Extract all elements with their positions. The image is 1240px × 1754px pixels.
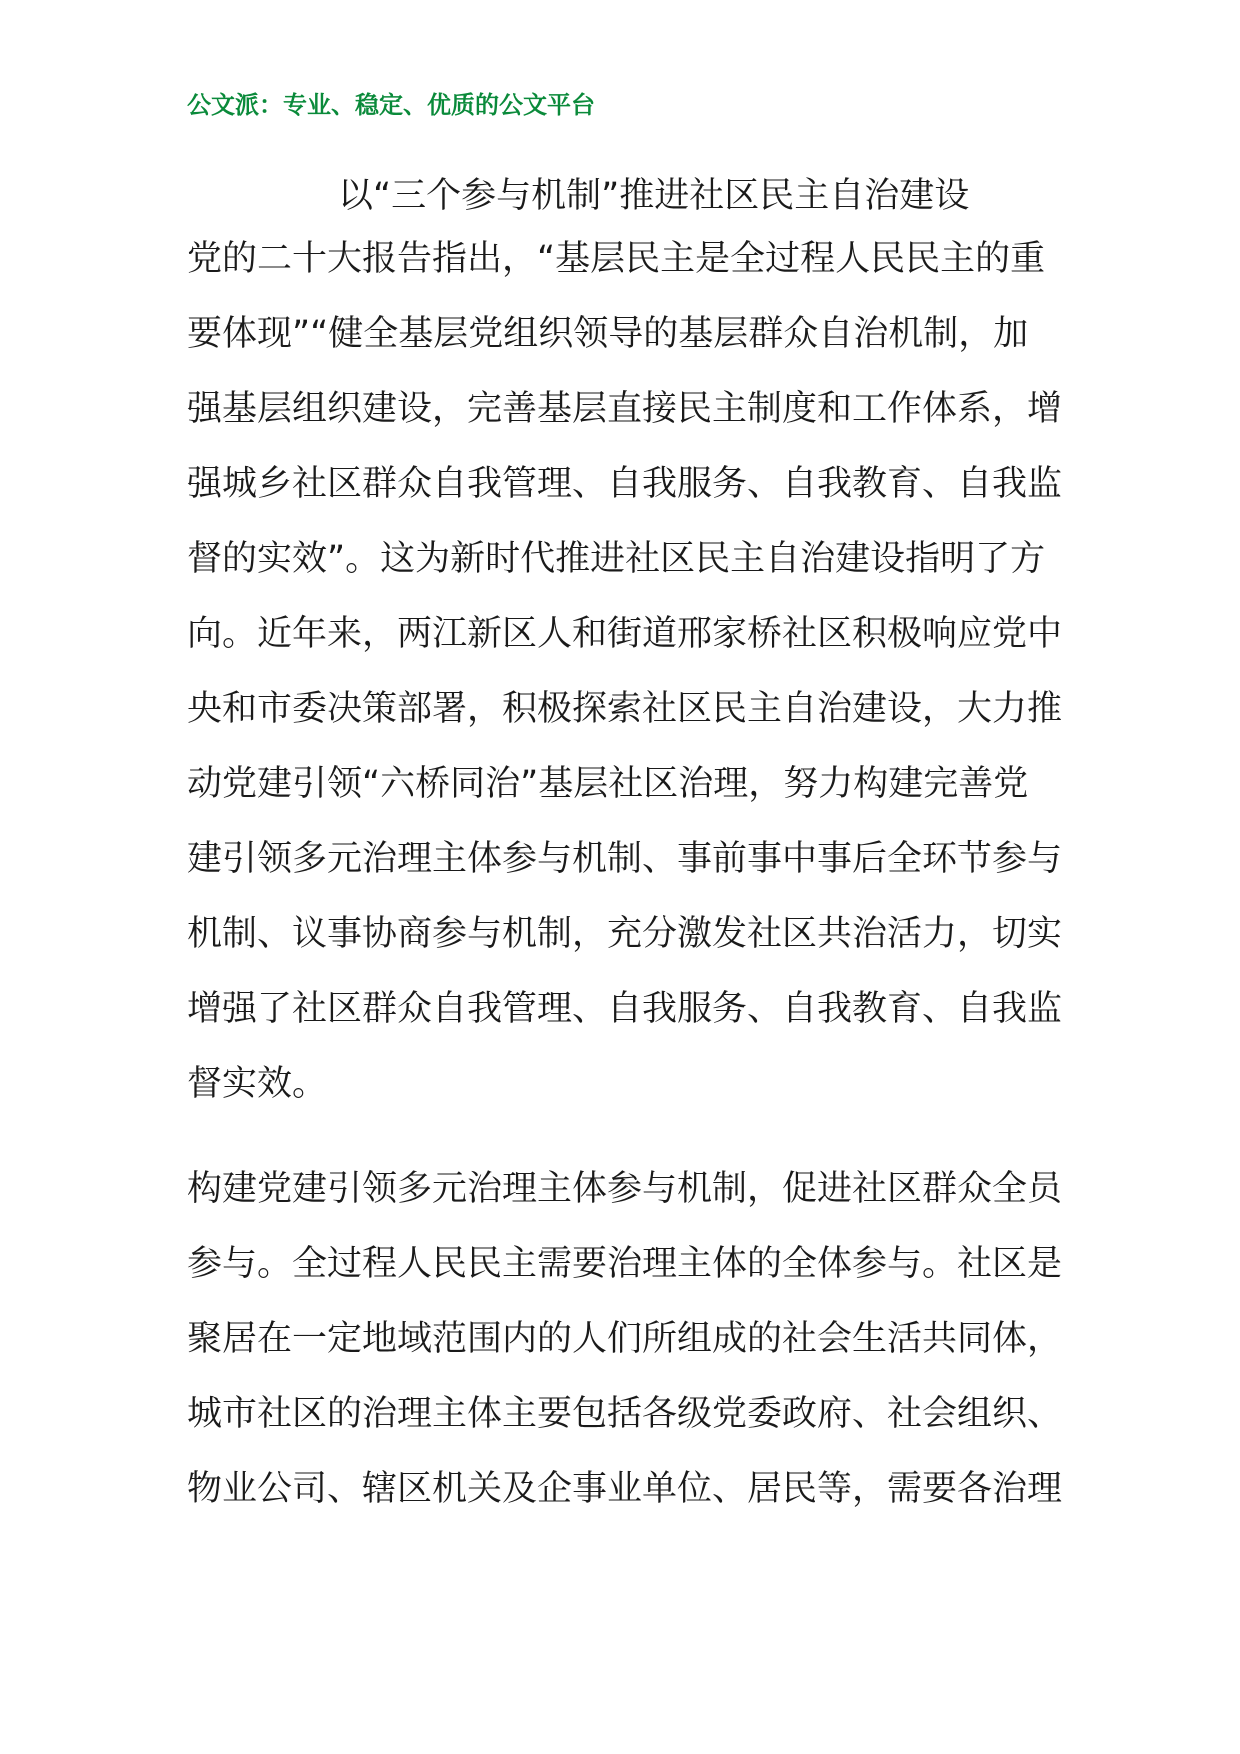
text-line: 督的实效”。这为新时代推进社区民主自治建设指明了方 [187, 539, 1046, 579]
text-line: 物业公司、辖区机关及企事业单位、居民等，需要各治理 [187, 1469, 1063, 1509]
header-banner: 公文派：专业、稳定、优质的公文平台 [187, 90, 595, 119]
paragraph-2 [187, 1152, 1063, 1527]
text-line: 督实效。 [187, 1064, 328, 1104]
text-line: 强基层组织建设，完善基层直接民主制度和工作体系，增 [187, 389, 1063, 429]
text-line: 要体现”“健全基层党组织领导的基层群众自治机制，加 [187, 314, 1029, 354]
paragraph-spacer [187, 1122, 1055, 1152]
paragraph-1 [187, 222, 1063, 1122]
text-line: 参与。全过程人民民主需要治理主体的全体参与。社区是 [187, 1244, 1063, 1284]
text-line: 动党建引领“六桥同治”基层社区治理，努力构建完善党 [187, 764, 1029, 804]
text-line: 构建党建引领多元治理主体参与机制，促进社区群众全员 [187, 1169, 1063, 1209]
text-line: 党的二十大报告指出，“基层民主是全过程人民民主的重 [187, 239, 1046, 279]
text-line: 建引领多元治理主体参与机制、事前事中事后全环节参与 [187, 839, 1063, 879]
text-line: 聚居在一定地域范围内的人们所组成的社会生活共同体， [187, 1319, 1063, 1359]
document-body [187, 222, 1063, 1527]
text-line: 增强了社区群众自我管理、自我服务、自我教育、自我监 [187, 989, 1063, 1029]
text-line: 向。近年来，两江新区人和街道邢家桥社区积极响应党中 [187, 614, 1063, 654]
text-line: 城市社区的治理主体主要包括各级党委政府、社会组织、 [187, 1394, 1063, 1434]
document-title: 以“三个参与机制”推进社区民主自治建设 [338, 176, 970, 216]
text-line: 机制、议事协商参与机制，充分激发社区共治活力，切实 [187, 914, 1063, 954]
text-line: 强城乡社区群众自我管理、自我服务、自我教育、自我监 [187, 464, 1063, 504]
text-line: 央和市委决策部署，积极探索社区民主自治建设，大力推 [187, 689, 1063, 729]
